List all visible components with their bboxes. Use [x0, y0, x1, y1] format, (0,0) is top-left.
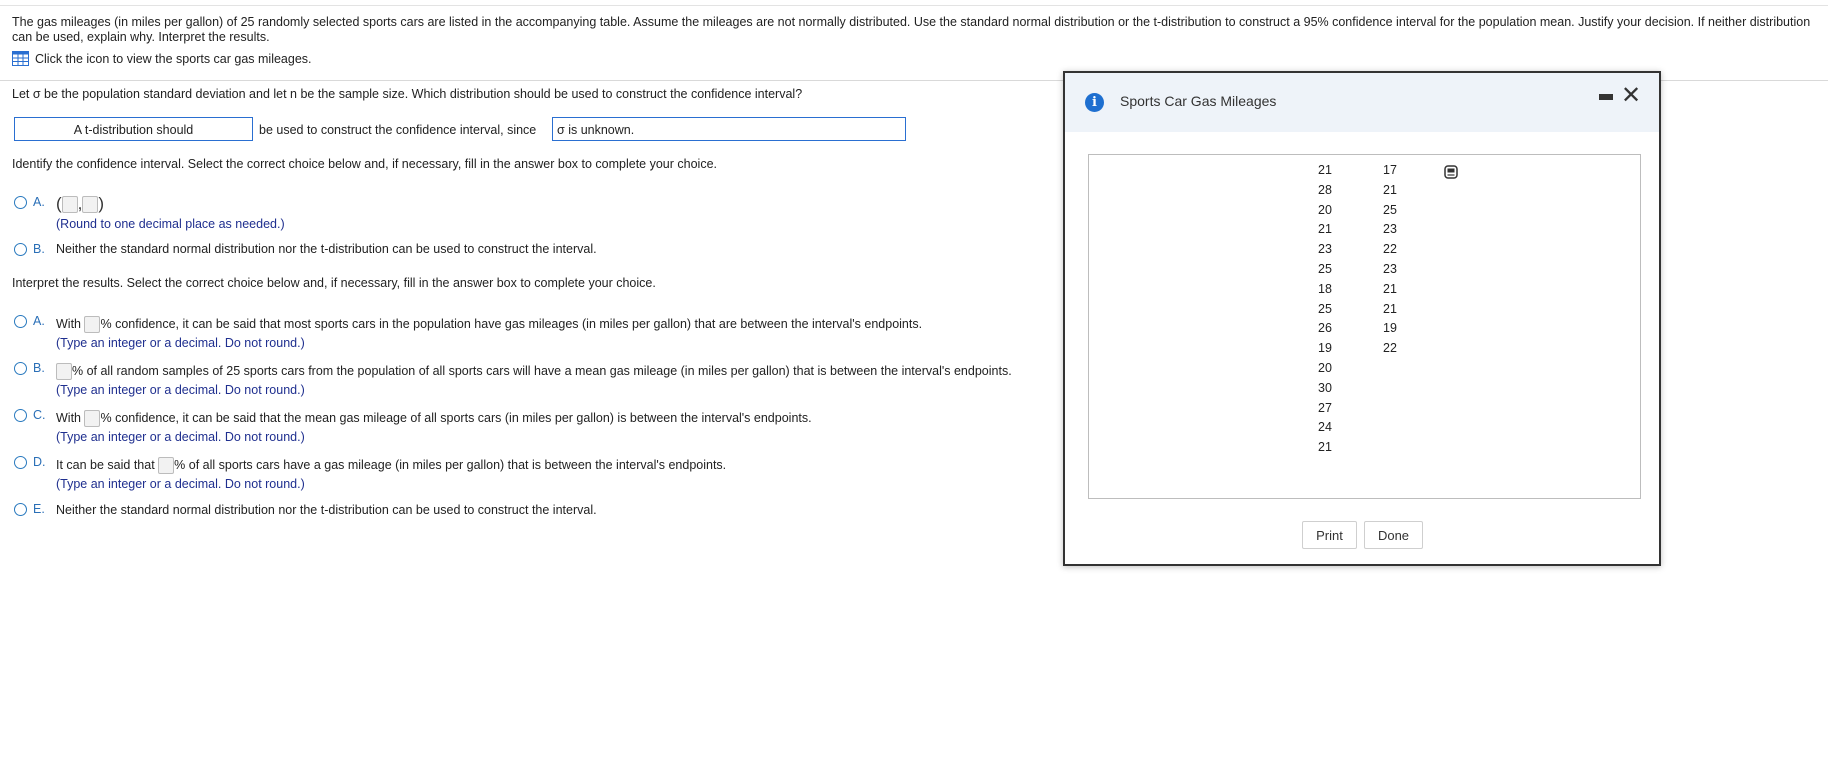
mileage-data-panel [1088, 154, 1641, 499]
mileage-value: 20 [1318, 202, 1332, 217]
mileage-value: 19 [1383, 321, 1397, 336]
data-link-text[interactable]: Click the icon to view the sports car gas mileages. [35, 51, 312, 66]
info-icon: i [1085, 93, 1104, 112]
copy-icon[interactable] [1444, 165, 1458, 179]
q3-text: Interpret the results. Select the correct choice below and, if necessary, fill in the answer box to complete your choice. [12, 276, 656, 290]
mileage-value: 25 [1318, 261, 1332, 276]
q3-option-a-hint: (Type an integer or a decimal. Do not round.) [56, 336, 305, 350]
mileage-value: 25 [1383, 202, 1397, 217]
q3-option-a-post: % confidence, it can be said that most sports cars in the population have gas mileages (in miles per gallon) that are between the interval's endpoints. [100, 317, 923, 331]
q2-option-b-letter: B. [33, 242, 45, 256]
q1-text: Let σ be the population standard deviation and let n be the sample size. Which distribution should be used to construct the confidence interval? [12, 87, 803, 101]
interval-lower-input[interactable] [62, 196, 78, 213]
q3-option-c-hint: (Type an integer or a decimal. Do not round.) [56, 430, 305, 444]
mileage-value: 23 [1318, 242, 1332, 257]
distribution-dropdown[interactable]: A t-distribution should [14, 117, 253, 141]
question-prompt: The gas mileages (in miles per gallon) of 25 randomly selected sports cars are listed in the accompanying table. Assume the mileages are not normally distributed. Use the standard normal distribution or the t-distribution to construct a 95% confidence interval for the population mean. Justify your decision. If neither distribution can be used, explain why. Interpret the results. [12, 15, 1811, 44]
mileage-value: 21 [1383, 301, 1397, 316]
data-link-row[interactable] [12, 51, 312, 66]
mileage-column-1 [1310, 161, 1340, 458]
q3-option-c-text [56, 410, 812, 427]
q3-option-d-radio[interactable] [14, 456, 27, 472]
mileage-value: 22 [1383, 242, 1397, 257]
q3-option-b-post: % of all random samples of 25 sports cars from the population of all sports cars will have a mean gas mileage (in miles per gallon) that is between the interval's endpoints. [72, 364, 1012, 378]
q3-option-c-letter: C. [33, 408, 46, 422]
mileage-value: 21 [1318, 163, 1332, 177]
q3-option-e-text: Neither the standard normal distribution nor the t-distribution can be used to construct the interval. [56, 503, 597, 517]
q3-option-c-post: % confidence, it can be said that the mean gas mileage of all sports cars (in miles per gallon) is between the interval's endpoints. [100, 411, 812, 425]
mileage-value: 21 [1318, 222, 1332, 237]
mileage-column-2 [1375, 161, 1405, 359]
minimize-icon[interactable] [1599, 94, 1613, 100]
q3-option-d-hint: (Type an integer or a decimal. Do not round.) [56, 477, 305, 491]
q3-option-c-radio[interactable] [14, 409, 27, 425]
reason-dropdown[interactable]: σ is unknown. [552, 117, 906, 141]
mileage-value: 25 [1318, 301, 1332, 316]
print-button[interactable]: Print [1302, 521, 1357, 549]
q3-option-a-pre: With [56, 317, 81, 331]
q3-option-b-hint: (Type an integer or a decimal. Do not round.) [56, 383, 305, 397]
q2-option-a-letter: A. [33, 195, 45, 209]
dialog-title: Sports Car Gas Mileages [1120, 93, 1277, 109]
close-icon[interactable]: ✕ [1621, 81, 1642, 109]
q3-option-d-pre: It can be said that [56, 458, 155, 472]
top-divider [0, 5, 1828, 6]
mileage-value: 20 [1318, 360, 1332, 375]
q3-option-b-letter: B. [33, 361, 45, 375]
q2-option-b-text: Neither the standard normal distribution nor the t-distribution can be used to construct the interval. [56, 242, 597, 256]
mileage-value: 27 [1318, 400, 1332, 415]
q3-option-c-pre: With [56, 411, 81, 425]
mileage-value: 18 [1318, 281, 1332, 296]
q3-option-a-radio[interactable] [14, 315, 27, 331]
done-button[interactable]: Done [1364, 521, 1423, 549]
interval-upper-input[interactable] [82, 196, 98, 213]
mileage-value: 17 [1383, 163, 1397, 177]
mileage-value: 23 [1383, 222, 1397, 237]
q3-option-a-text [56, 316, 922, 333]
table-icon[interactable] [12, 51, 29, 66]
mileage-value: 21 [1383, 182, 1397, 197]
interval-input-group: ( , ) [56, 194, 105, 213]
mileage-value: 22 [1383, 341, 1397, 356]
mileage-value: 19 [1318, 341, 1332, 356]
mileage-value: 21 [1383, 281, 1397, 296]
q1-middle-text: be used to construct the confidence interval, since [259, 123, 537, 137]
mileage-value: 23 [1383, 261, 1397, 276]
q3-option-d-post: % of all sports cars have a gas mileage (in miles per gallon) that is between the interval's endpoints. [174, 458, 727, 472]
q3-option-a-letter: A. [33, 314, 45, 328]
q2-option-b-radio[interactable] [14, 243, 27, 259]
q3-option-a-input[interactable] [84, 316, 100, 333]
q2-option-a-hint: (Round to one decimal place as needed.) [56, 217, 285, 231]
mileage-value: 26 [1318, 321, 1332, 336]
mileage-value: 24 [1318, 420, 1332, 435]
q3-option-d-letter: D. [33, 455, 46, 469]
dialog-header [1065, 73, 1659, 132]
mileage-value: 30 [1318, 380, 1332, 395]
q2-text: Identify the confidence interval. Select the correct choice below and, if necessary, fill in the answer box to complete your choice. [12, 157, 717, 171]
q3-option-c-input[interactable] [84, 410, 100, 427]
q3-option-b-radio[interactable] [14, 362, 27, 378]
mileage-value: 21 [1318, 440, 1332, 455]
q3-option-d-input[interactable] [158, 457, 174, 474]
q3-option-e-letter: E. [33, 502, 45, 516]
data-dialog [1063, 71, 1661, 566]
q3-option-d-text [56, 457, 726, 474]
mileage-value: 28 [1318, 182, 1332, 197]
q3-option-e-radio[interactable] [14, 503, 27, 519]
q3-option-b-input[interactable] [56, 363, 72, 380]
q2-option-a-radio[interactable] [14, 196, 27, 212]
q3-option-b-text [56, 363, 1012, 380]
